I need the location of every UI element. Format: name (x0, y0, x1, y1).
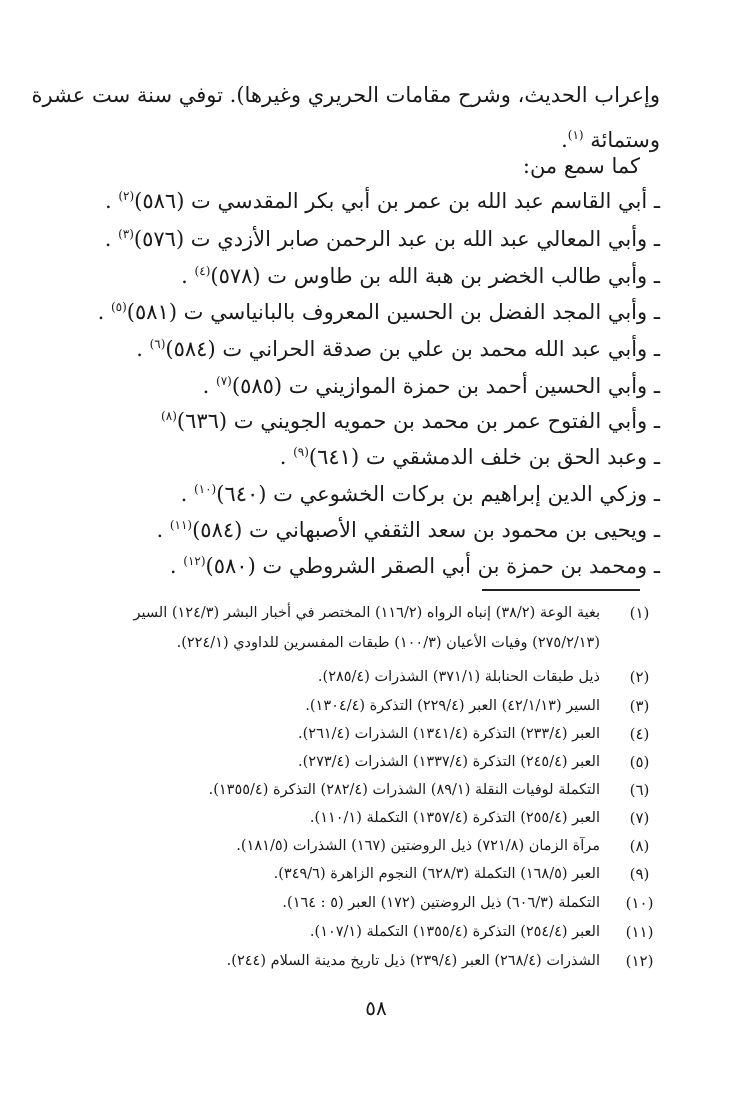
footnote-number: (٦) (629, 781, 650, 799)
footnote-item (95, 749, 662, 775)
footnote-text: ذيل طبقات الحنابلة (٣٧١/١) الشذرات (٢٨٥/٤). (317, 669, 600, 685)
list-item: ـ وأبي المجد الفضل بن الحسين المعروف بالبانياسي ت (٥٨١)$^{(٥)}$ . (97, 300, 660, 324)
footnote-number: (١١) (625, 923, 654, 941)
footnote-number: (٣) (629, 697, 650, 715)
footnote-number: (٨) (629, 837, 650, 855)
footnote-item (95, 777, 662, 803)
footnote-text: العبر (٢٤٥/٤) التذكرة (١٣٣٧/٤) الشذرات (٢٧٣/٤). (298, 754, 600, 770)
footnote-item (95, 600, 662, 626)
footnote-number: (٧) (629, 809, 650, 827)
footnote-ref: (٧) (216, 374, 232, 388)
list-item: ـ وأبي طالب الخضر بن هبة الله بن طاوس ت (٥٧٨)$^{(٤)}$ . (181, 264, 660, 288)
paragraph-line-2: وستمائة $^{(١)}$. (561, 128, 660, 152)
footnote-text: التكملة لوفيات النقلة (٨٩/١) الشذرات (٢٨٢/٤) التذكرة (١٣٥٥/٤). (208, 782, 600, 798)
paragraph-line-1: وإعراب الحديث، وشرح مقامات الحريري وغيرها). توفي سنة ست عشرة (31, 83, 660, 107)
footnote-text: العبر (٢٣٣/٤) التذكرة (١٣٤١/٤) الشذرات (٢٦١/٤). (298, 726, 600, 742)
footnote-continuation: (٢٧٥/٢/١٣) وفيات الأعيان (١٠٠/٣) طبقات المفسرين للداودي (٢٢٤/١). (176, 635, 600, 651)
footnote-item (95, 833, 662, 859)
list-item: ـ وأبي الحسين أحمد بن حمزة الموازيني ت (٥٨٥)$^{(٧)}$ . (202, 374, 660, 398)
list-item: ـ وأبي المعالي عبد الله بن عبد الرحمن صابر الأزدي ت (٥٧٦)$^{(٣)}$ . (104, 227, 660, 251)
footnote-text: التكملة (٦٠٦/٣) ذيل الروضتين (١٧٢) العبر (٥ : ١٦٤). (282, 895, 600, 911)
footnote-ref: (١) (567, 128, 584, 142)
intro-line: كما سمع من: (522, 154, 640, 178)
footnote-number: (١٢) (625, 952, 654, 970)
page-number: ٥٨ (365, 996, 387, 1020)
footnote-item (95, 948, 662, 974)
footnote-ref: (١٠) (193, 482, 217, 496)
footnote-text: العبر (٢٥٤/٤) التذكرة (١٣٥٥/٤) التكملة (١٠٧/١). (309, 924, 600, 940)
footnote-text: العبر (٢٥٥/٤) التذكرة (١٣٥٧/٤) التكملة (١١٠/١). (309, 810, 600, 826)
footnote-ref: (٢) (118, 189, 135, 203)
list-item: ـ وعبد الحق بن خلف الدمشقي ت (٦٤١)$^{(٩)}$ . (279, 445, 660, 469)
footnote-number: (٢) (629, 668, 650, 686)
footnote-number: (١٠) (625, 894, 654, 912)
footnote-number: (١) (629, 604, 650, 622)
list-item: ـ وزكي الدين إبراهيم بن بركات الخشوعي ت (٦٤٠)$^{(١٠)}$ . (180, 482, 660, 506)
footnote-text: مرآة الزمان (٧٢١/٨) ذيل الروضتين (١٦٧) الشذرات (١٨١/٥). (236, 838, 600, 854)
footnote-ref: (٥) (110, 300, 127, 314)
footnote-text: السير (٤٢/١/١٣) العبر (٢٢٩/٤) التذكرة (١٣٠٤/٤). (305, 698, 600, 714)
footnote-item (95, 861, 662, 887)
footnote-ref: (١١) (169, 518, 193, 532)
footnote-ref: (٨) (161, 409, 177, 423)
list-item: ـ ويحيى بن محمود بن سعد الثقفي الأصبهاني ت (٥٨٤)$^{(١١)}$ . (156, 518, 660, 542)
footnote-number: (٩) (629, 865, 650, 883)
list-item: ـ وأبي الفتوح عمر بن محمد بن حمويه الجويني ت (٦٣٦)$^{(٨)}$ (161, 409, 660, 433)
footnote-separator (482, 589, 640, 591)
footnote-text: بغية الوعة (٣٨/٢) إنباه الرواه (١١٦/٢) المختصر في أخبار البشر (١٢٤/٣) السير (133, 605, 600, 621)
footnote-number: (٥) (629, 753, 650, 771)
footnote-ref: (١٢) (183, 554, 206, 568)
footnote-item (95, 805, 662, 831)
footnote-item (95, 919, 662, 945)
footnote-item (95, 664, 662, 690)
footnote-ref: (٣) (118, 227, 134, 241)
footnote-text: العبر (١٦٨/٥) التكملة (٦٢٨/٣) النجوم الزاهرة (٣٤٩/٦). (273, 866, 600, 882)
list-item: ـ ومحمد بن حمزة بن أبي الصقر الشروطي ت (٥٨٠)$^{(١٢)}$ . (169, 554, 660, 578)
footnote-number: (٤) (629, 725, 650, 743)
footnote-ref: (٤) (194, 264, 211, 278)
footnote-item (95, 721, 662, 747)
footnote-ref: (٩) (293, 445, 309, 459)
list-item: ـ أبي القاسم عبد الله بن عمر بن أبي بكر المقدسي ت (٥٨٦)$^{(٢)}$ . (104, 189, 660, 213)
footnote-item (95, 693, 662, 719)
footnote-text: الشذرات (٢٦٨/٤) العبر (٢٣٩/٤) ذيل تاريخ مدينة السلام (٢٤٤). (226, 953, 600, 969)
list-item: ـ وأبي عبد الله محمد بن علي بن صدقة الحراني ت (٥٨٤)$^{(٦)}$ . (136, 337, 660, 361)
footnote-item (95, 890, 662, 916)
footnote-ref: (٦) (149, 337, 166, 351)
